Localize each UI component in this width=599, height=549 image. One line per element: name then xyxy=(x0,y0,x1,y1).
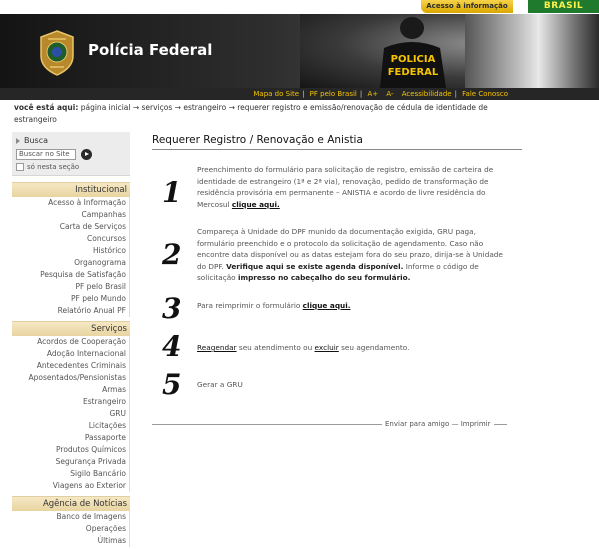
officer-vest-text-1: POLICIA xyxy=(390,54,436,65)
sidebar-item[interactable]: Viagens ao Exterior xyxy=(52,481,126,490)
sidebar-item[interactable]: Banco de Imagens xyxy=(56,512,126,521)
search-input[interactable]: Buscar no Site xyxy=(16,149,76,160)
sidebar-item[interactable]: Pesquisa de Satisfação xyxy=(40,270,126,279)
font-increase-button[interactable]: A+ xyxy=(367,90,379,98)
search-arrow-icon xyxy=(16,138,20,144)
sidebar-item[interactable]: Estrangeiro xyxy=(83,397,126,406)
top-bar xyxy=(0,0,599,14)
sidebar-item[interactable]: Acesso à Informação xyxy=(48,198,126,207)
sidebar-item[interactable]: PF pelo Mundo xyxy=(71,294,126,303)
accessibility-link[interactable]: Acessibilidade xyxy=(401,90,452,98)
officer-vest-text-2: FEDERAL xyxy=(387,67,439,78)
sidebar-item[interactable]: Histórico xyxy=(92,246,126,255)
step-1-text: Preenchimento do formulário para solicitação de registro, emissão de carteira de identidade de estrangeiro (1ª e 2ª via), renovação, pedido de transformação de residência provisória em permanente – ANISTIA e acordo de livre residência do Mercosul xyxy=(197,165,494,209)
generate-gru-link[interactable]: Gerar a GRU xyxy=(197,380,243,389)
step-number: 1 xyxy=(162,176,182,209)
step-text xyxy=(197,226,509,284)
reprint-link[interactable]: clique aqui. xyxy=(302,301,351,310)
search-box xyxy=(12,132,130,176)
access-info-link[interactable]: Acesso à informação xyxy=(421,0,513,13)
section-only-checkbox[interactable] xyxy=(16,163,24,171)
sidebar-item[interactable]: PF pelo Brasil xyxy=(75,282,126,291)
utility-bar xyxy=(0,88,599,100)
sidebar-section-noticias: Agência de Notícias xyxy=(12,496,130,511)
step-1-link[interactable]: clique aqui. xyxy=(231,199,280,209)
search-go-button[interactable] xyxy=(81,149,92,160)
send-to-friend-link[interactable]: Enviar para amigo xyxy=(385,420,450,428)
sidebar-item[interactable]: Últimas xyxy=(97,536,126,545)
sidebar-item[interactable]: Carta de Serviços xyxy=(59,222,126,231)
institucional-list xyxy=(12,197,130,317)
sidebar-item[interactable]: Acordos de Cooperação xyxy=(37,337,126,346)
font-decrease-button[interactable]: A- xyxy=(386,90,394,98)
brasil-link[interactable]: BRASIL xyxy=(528,0,599,13)
sidebar-item[interactable]: Sigilo Bancário xyxy=(70,469,126,478)
step-text xyxy=(197,164,509,210)
search-title: Busca xyxy=(24,136,49,145)
step-3-text: Para reimprimir o formulário xyxy=(197,301,301,310)
site-header xyxy=(0,14,599,88)
step-number: 5 xyxy=(162,368,182,401)
page-title: Requerer Registro / Renovação e Anistia xyxy=(152,134,522,150)
sidebar-section-servicos: Serviços xyxy=(12,321,130,336)
footer-separator: — xyxy=(451,420,459,428)
noticias-list xyxy=(12,511,130,547)
site-title[interactable]: Polícia Federal xyxy=(88,41,213,59)
breadcrumb-label: você está aqui: xyxy=(14,103,79,112)
step-number: 4 xyxy=(162,330,182,363)
step-2-bold-tail: impresso no cabeçalho do seu formulário. xyxy=(237,273,411,282)
breadcrumb xyxy=(14,102,514,126)
step-4-text-1: seu atendimento ou xyxy=(238,343,313,352)
sidebar-item[interactable]: Licitações xyxy=(88,421,126,430)
step-2-text: Compareça à Unidade do DPF munido da documentação exigida, GRU paga, formulário preenchido e o protocolo da solicitação de agendamento. Caso não encontre data disponível ou as datas estejam fora do seu prazo, dirija-se à Unidade do DPF. xyxy=(197,227,503,271)
sidebar xyxy=(12,132,130,547)
servicos-list xyxy=(12,336,130,492)
sidebar-item[interactable]: Relatório Anual PF xyxy=(57,306,126,315)
breadcrumb-path[interactable]: página inicial → serviços → estrangeiro → requerer registro e emissão/renovação de cédula de identidade de estrangeiro xyxy=(14,103,488,124)
separator: | xyxy=(454,90,457,98)
sidebar-item[interactable]: Segurança Privada xyxy=(55,457,126,466)
separator: | xyxy=(302,90,305,98)
contact-link[interactable]: Fale Conosco xyxy=(462,90,508,98)
section-only-label: só nesta seção xyxy=(27,163,80,171)
sidebar-item[interactable]: Campanhas xyxy=(81,210,126,219)
sidebar-item[interactable]: Antecedentes Criminais xyxy=(36,361,126,370)
step-2-tail: Informe o código de solicitação xyxy=(197,261,479,282)
sidebar-item[interactable]: Organograma xyxy=(74,258,126,267)
delete-link[interactable]: excluir xyxy=(314,343,339,352)
step-text xyxy=(197,300,509,312)
sidebar-section-institucional: Institucional xyxy=(12,182,130,197)
step-number: 3 xyxy=(162,292,182,325)
main-content xyxy=(152,134,522,428)
sidebar-item[interactable]: Produtos Químicos xyxy=(56,445,126,454)
site-map-link[interactable]: Mapa do Site xyxy=(253,90,300,98)
sidebar-item[interactable]: Operações xyxy=(85,524,126,533)
sidebar-item[interactable]: Passaporte xyxy=(84,433,126,442)
step-number: 2 xyxy=(162,238,182,271)
police-badge-icon[interactable] xyxy=(38,30,76,76)
officer-illustration xyxy=(360,14,465,88)
footer-links xyxy=(382,420,494,428)
sidebar-item[interactable]: Adoção Internacional xyxy=(46,349,126,358)
sidebar-item[interactable]: Armas xyxy=(102,385,126,394)
sidebar-item[interactable]: Concursos xyxy=(87,234,126,243)
pf-brasil-link[interactable]: PF pelo Brasil xyxy=(309,90,357,98)
print-link[interactable]: Imprimir xyxy=(460,420,491,428)
sidebar-item[interactable]: Aposentados/Pensionistas xyxy=(28,373,126,382)
step-text xyxy=(197,342,509,354)
agenda-availability-link[interactable]: Verifique aqui se existe agenda disponível. xyxy=(226,261,404,271)
sidebar-item[interactable]: GRU xyxy=(109,409,126,418)
header-photo-strip xyxy=(465,14,599,88)
separator: | xyxy=(359,90,363,98)
step-4-text-2: seu agendamento. xyxy=(341,343,410,352)
reschedule-link[interactable]: Reagendar xyxy=(197,343,237,352)
